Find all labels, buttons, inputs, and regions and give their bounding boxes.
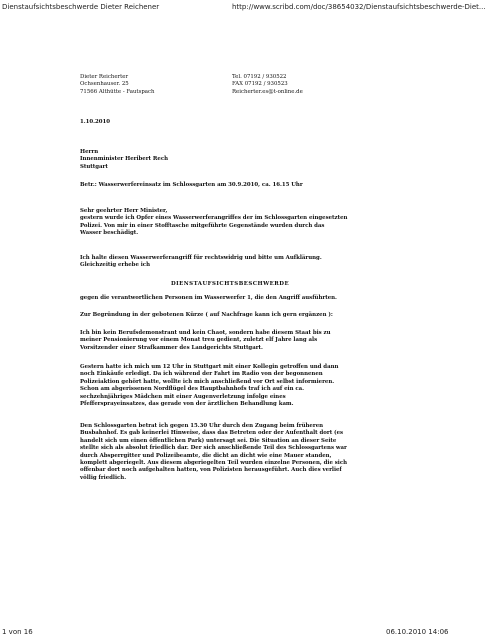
text-line: Zur Begründung in der gebotenen Kürze ( auf Nachfrage kann ich gern ergänzen ): [80, 312, 333, 318]
page-counter: 1 von 16 [2, 628, 33, 636]
text-line: komplett abgeriegelt. Aus diesem abgeriegelten Teil wurden einzelne Personen, die sich [80, 460, 348, 467]
text-line: noch Einkäufe erledigt. Da ich während der Fahrt im Radio von der begonnenen [80, 371, 323, 378]
text-line: Sehr geehrter Herr Minister, [80, 208, 168, 214]
browser-title: Dienstaufsichtsbeschwerde Dieter Reichener [2, 3, 160, 11]
sender-street: Ochsenhauser. 25 [80, 81, 129, 88]
text-line: stellte sich als absolut friedlich dar. Der sich anschließende Teil des Schlossgartens war [80, 445, 347, 452]
text-line: Ich bin kein Berufsdemonstrant und kein Chaot, sondern habe diesem Staat bis zu [80, 330, 331, 336]
sender-fax: FAX 07192 / 930523 [232, 81, 288, 88]
recipient-address [80, 149, 380, 171]
text-line: gegen die verantwortlichen Personen im Wasserwerfer 1, die den Angriff ausführten. [80, 295, 337, 301]
paragraph-1 [80, 208, 380, 238]
print-timestamp: 06.10.2010 14:06 [386, 628, 449, 636]
page-url: http://www.scribd.com/doc/38654032/Dienstaufsichtsbeschwerde-Diet... [232, 3, 486, 11]
text-line: Ich halte diesen Wasserwerferangriff für rechtswidrig und bitte um Aufklärung. [80, 255, 322, 261]
text-line: Polizeiaktion gehört hatte, wollte ich mich anschließend vor Ort selbst informieren. [80, 378, 335, 385]
text-line: Den Schlossgarten betrat ich gegen 15.30 Uhr durch den Zugang beim früheren [80, 423, 324, 429]
sender-address [80, 74, 155, 96]
text-line: durch Absperrgitter und Polizeibeamte, die dicht an dicht wie eine Mauer standen, [80, 452, 332, 459]
text-line: meiner Pensionierung vor einem Monat treu gedient, zuletzt elf Jahre lang als [80, 337, 318, 344]
text-line: Vorsitzender einer Strafkammer des Landgerichts Stuttgart. [80, 344, 263, 351]
paragraph-7 [80, 423, 380, 482]
letter-date: 1.10.2010 [80, 119, 111, 125]
sender-email: Reicherter.es@t-online.de [232, 88, 303, 95]
sender-phone: Tel. 07192 / 930522 [232, 74, 287, 80]
sender-contact [232, 74, 303, 96]
text-line: Gleichzeitig erhebe ich [80, 262, 150, 269]
recipient-line: Stuttgart [80, 163, 108, 170]
text-line: Schon am abgerissenen Nordflügel des Hauptbahnhofs traf ich auf ein ca. [80, 386, 305, 393]
text-line: völlig friedlich. [80, 474, 127, 481]
sender-name: Dieter Reicherter [80, 74, 129, 80]
paragraph-5 [80, 330, 380, 352]
text-line: Gestern hatte ich mich um 12 Uhr in Stuttgart mit einer Kollegin getroffen und dann [80, 364, 339, 370]
paragraph-6 [80, 364, 380, 408]
text-line: gestern wurde ich Opfer eines Wasserwerferangriffes der im Schlossgarten eingesetzten [80, 215, 348, 222]
paragraph-2 [80, 255, 380, 270]
paragraph-4 [80, 312, 380, 319]
paragraph-3 [80, 295, 380, 302]
text-line: offenbar dort noch aufgehalten hatten, von Polizisten herausgeführt. Auch dies verlief [80, 467, 342, 474]
text-line: Busbahnhof. Es gab keinerlei Hinweise, dass das Betreten oder der Aufenthalt dort (es [80, 430, 344, 437]
complaint-heading: DIENSTAUFSICHTSBESCHWERDE [170, 281, 290, 287]
sender-city: 71566 Althütte - Fautspach [80, 88, 155, 95]
text-line: Wasser beschädigt. [80, 230, 139, 237]
text-line: Polizei. Von mir in einer Stofftasche mitgeführte Gegenstände wurden durch das [80, 222, 325, 229]
text-line: handelt sich um einen öffentlichen Park) untersagt sei. Die Situation an dieser Seite [80, 437, 337, 444]
recipient-line: Innenminister Heribert Rech [80, 156, 169, 163]
text-line: Pfeffersprayeinsatzes, das gerade von der ärztlichen Behandlung kam. [80, 401, 294, 408]
letter-subject: Betr.: Wasserwerfereinsatz im Schlossgarten am 30.9.2010, ca. 16.15 Uhr [80, 182, 303, 188]
recipient-line: Herrn [80, 149, 99, 155]
text-line: sechzehnjähriges Mädchen mit einer Augenverletzung infolge eines [80, 393, 286, 400]
